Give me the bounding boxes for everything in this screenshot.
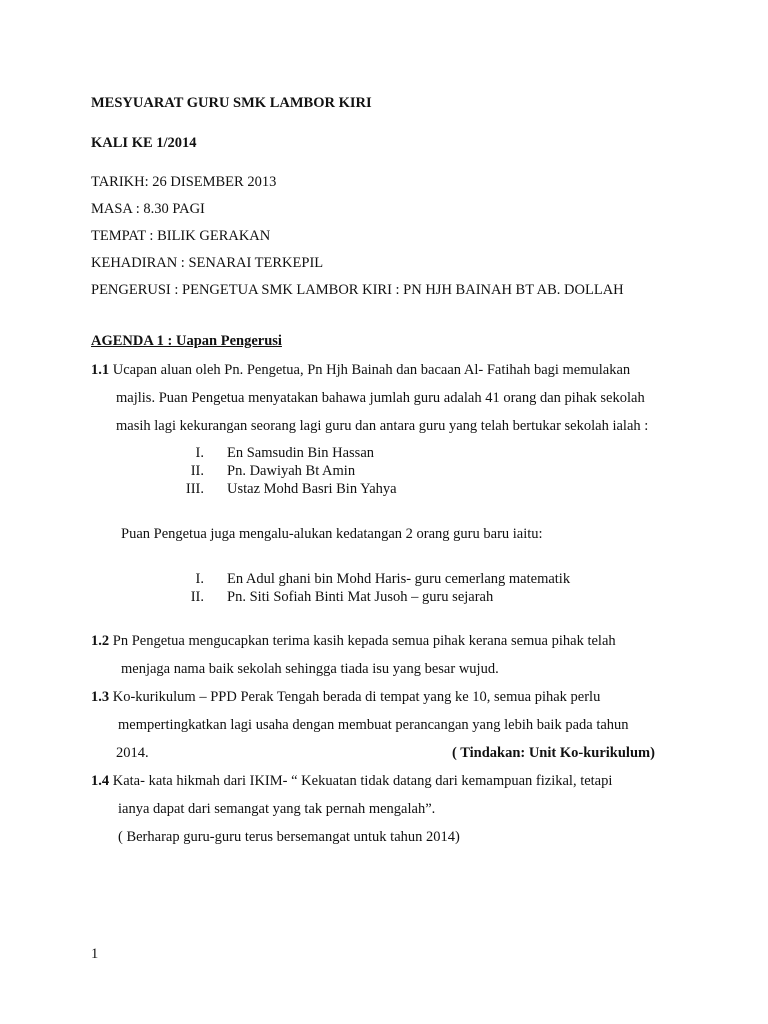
item-1-4 <box>91 772 612 790</box>
item-number: 1.3 <box>91 689 110 705</box>
item-1-4-line-3: ( Berharap guru-guru terus bersemangat untuk tahun 2014) <box>118 829 460 845</box>
list-item: Pn. Dawiyah Bt Amin <box>227 463 356 479</box>
meeting-venue: TEMPAT : BILIK GERAKAN <box>91 228 271 244</box>
meeting-time: MASA : 8.30 PAGI <box>91 201 205 217</box>
session-number: KALI KE 1/2014 <box>91 135 197 151</box>
list-item: En Adul ghani bin Mohd Haris- guru cemerlang matematik <box>227 571 571 587</box>
list-item: Ustaz Mohd Basri Bin Yahya <box>227 481 397 497</box>
meeting-date: TARIKH: 26 DISEMBER 2013 <box>91 174 277 190</box>
list-roman-numeral: II. <box>190 463 204 479</box>
action-note: ( Tindakan: Unit Ko-kurikulum) <box>452 745 655 761</box>
item-number: 1.1 <box>91 362 110 378</box>
list-item: Pn. Siti Sofiah Binti Mat Jusoh – guru sejarah <box>227 589 494 605</box>
item-1-3-line-2: mempertingkatkan lagi usaha dengan membuat perancangan yang lebih baik pada tahun <box>118 717 629 733</box>
item-number: 1.2 <box>91 633 110 649</box>
meeting-attendance: KEHADIRAN : SENARAI TERKEPIL <box>91 255 324 271</box>
list-roman-numeral: II. <box>190 589 204 605</box>
item-1-3 <box>91 688 600 706</box>
welcome-text: Puan Pengetua juga mengalu-alukan kedatangan 2 orang guru baru iaitu: <box>121 526 543 542</box>
item-1-2-line-2: menjaga nama baik sekolah sehingga tiada isu yang besar wujud. <box>121 661 499 677</box>
item-number: 1.4 <box>91 773 110 789</box>
item-1-3-line-3: 2014. <box>116 745 149 761</box>
document-title: MESYUARAT GURU SMK LAMBOR KIRI <box>91 95 372 111</box>
list-roman-numeral: I. <box>195 571 204 587</box>
item-1-4-line-2: ianya dapat dari semangat yang tak pernah mengalah”. <box>118 801 436 817</box>
item-1-1-line-2: majlis. Puan Pengetua menyatakan bahawa jumlah guru adalah 41 orang dan pihak sekolah <box>116 390 645 406</box>
item-text: Ucapan aluan oleh Pn. Pengetua, Pn Hjh Bainah dan bacaan Al- Fatihah bagi memulakan <box>109 362 631 378</box>
page-number: 1 <box>91 946 99 962</box>
agenda-1-heading: AGENDA 1 : Uapan Pengerusi <box>91 333 282 349</box>
item-1-1 <box>91 361 630 379</box>
item-text: Pn Pengetua mengucapkan terima kasih kepada semua pihak kerana semua pihak telah <box>109 633 616 649</box>
item-text: Kata- kata hikmah dari IKIM- “ Kekuatan tidak datang dari kemampuan fizikal, tetapi <box>109 773 613 789</box>
list-roman-numeral: I. <box>195 445 204 461</box>
meeting-chairperson: PENGERUSI : PENGETUA SMK LAMBOR KIRI : PN HJH BAINAH BT AB. DOLLAH <box>91 282 624 298</box>
item-1-2 <box>91 632 616 650</box>
item-1-1-line-3: masih lagi kekurangan seorang lagi guru dan antara guru yang telah bertukar sekolah ialah : <box>116 418 649 434</box>
list-roman-numeral: III. <box>185 481 204 497</box>
item-text: Ko-kurikulum – PPD Perak Tengah berada di tempat yang ke 10, semua pihak perlu <box>109 689 601 705</box>
list-item: En Samsudin Bin Hassan <box>227 445 375 461</box>
